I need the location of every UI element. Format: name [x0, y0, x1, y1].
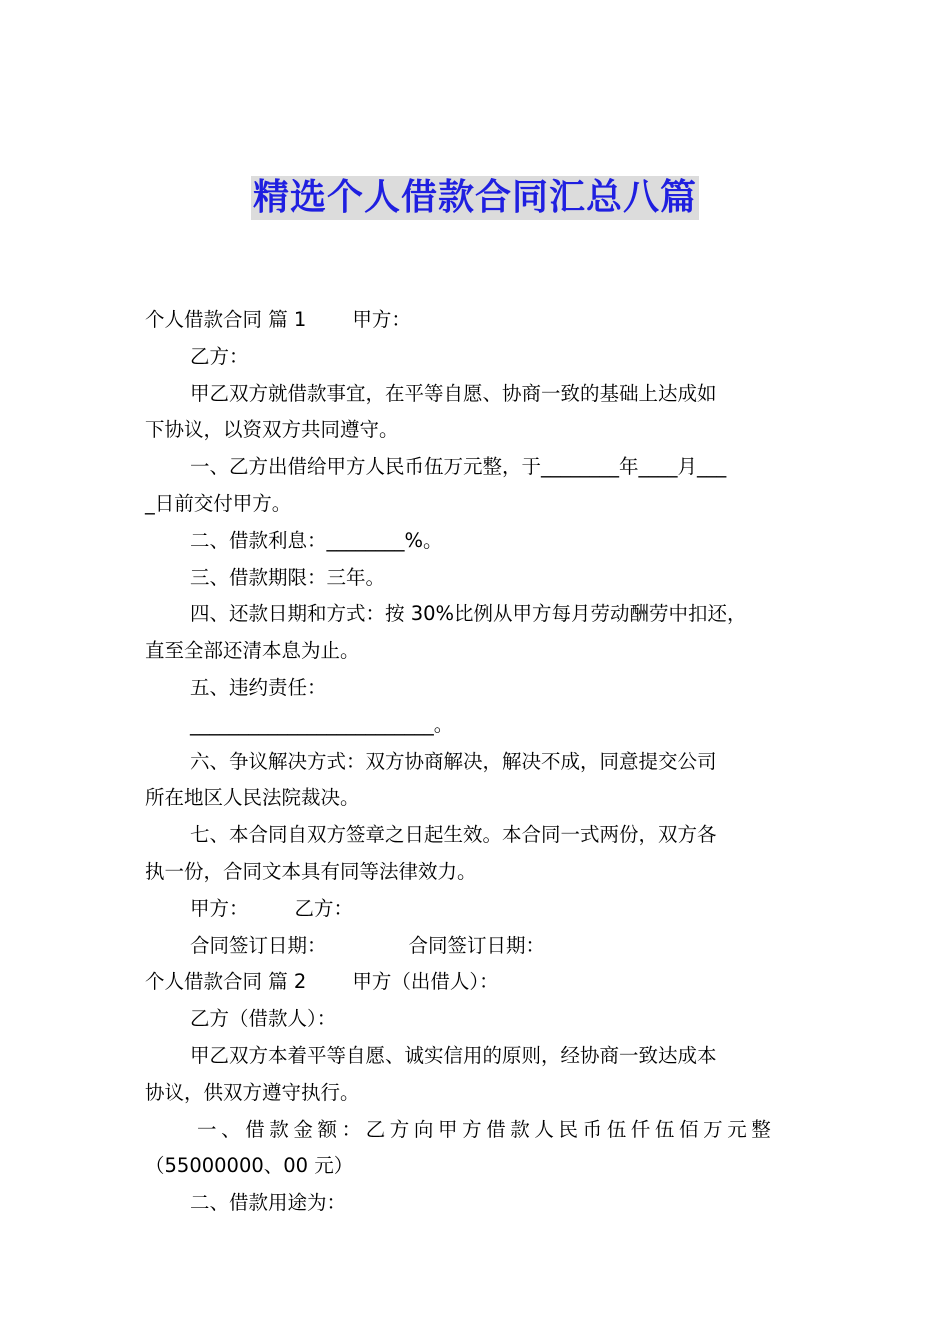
contract2-intro-line2: 协议，供双方遵守执行。 — [145, 1080, 360, 1104]
contract1-clause7-line1: 七、本合同自双方签章之日起生效。本合同一式两份，双方各 — [190, 823, 717, 847]
contract2-party-b: 乙方（借款人）： — [190, 1007, 337, 1031]
contract1-sign-b: 乙方： — [294, 896, 354, 920]
contract1-clause5-blank: _________________________。 — [190, 712, 454, 736]
contract1-clause4-line2: 直至全部还清本息为止。 — [145, 639, 360, 663]
contract2-heading: 个人借款合同 篇 2 — [145, 970, 307, 994]
contract1-clause7-line2: 执一份，合同文本具有同等法律效力。 — [145, 859, 477, 883]
contract1-clause5: 五、违约责任： — [190, 675, 327, 699]
contract1-party-a: 甲方： — [352, 308, 411, 331]
title-container — [0, 176, 950, 220]
contract1-party-b: 乙方： — [190, 344, 249, 368]
contract1-date-a: 合同签订日期： — [190, 933, 327, 957]
contract1-intro-line1: 甲乙双方就借款事宜，在平等自愿、协商一致的基础上达成如 — [190, 381, 717, 405]
document-body — [145, 302, 810, 1222]
contract1-sign-a: 甲方： — [190, 896, 249, 920]
contract1-heading: 个人借款合同 篇 1 — [145, 308, 307, 331]
contract2-intro-line1: 甲乙双方本着平等自愿、诚实信用的原则，经协商一致达成本 — [190, 1043, 717, 1067]
contract2-heading-line — [145, 964, 810, 1001]
contract1-clause2: 二、借款利息：________%。 — [190, 528, 443, 552]
contract1-clause1-line1: 一、乙方出借给甲方人民币伍万元整，于________年____月___ — [190, 455, 727, 479]
contract1-clause3: 三、借款期限：三年。 — [190, 565, 386, 589]
contract1-clause4-line1: 四、还款日期和方式：按 30%比例从甲方每月劳动酬劳中扣还， — [190, 602, 747, 626]
document-title: 精选个人借款合同汇总八篇 — [252, 177, 697, 218]
contract1-heading-line — [145, 302, 810, 339]
contract1-date-line — [145, 928, 810, 965]
contract1-signature-line — [145, 891, 810, 928]
contract1-date-b: 合同签订日期： — [408, 933, 546, 957]
contract2-clause1-line1: 一、借款金额：乙方向甲方借款人民币伍仟伍佰万元整 — [197, 1117, 776, 1141]
contract2-party-a: 甲方（出借人）： — [352, 970, 499, 994]
contract1-clause1-line2: _日前交付甲方。 — [145, 491, 292, 515]
contract1-clause6-line1: 六、争议解决方式：双方协商解决，解决不成，同意提交公司 — [190, 749, 717, 773]
contract2-clause2: 二、借款用途为： — [190, 1191, 347, 1215]
contract2-clause1-line2: （55000000、00 元） — [145, 1154, 354, 1178]
contract1-intro-line2: 下协议，以资双方共同遵守。 — [145, 418, 399, 442]
contract1-clause6-line2: 所在地区人民法院裁决。 — [145, 786, 360, 810]
